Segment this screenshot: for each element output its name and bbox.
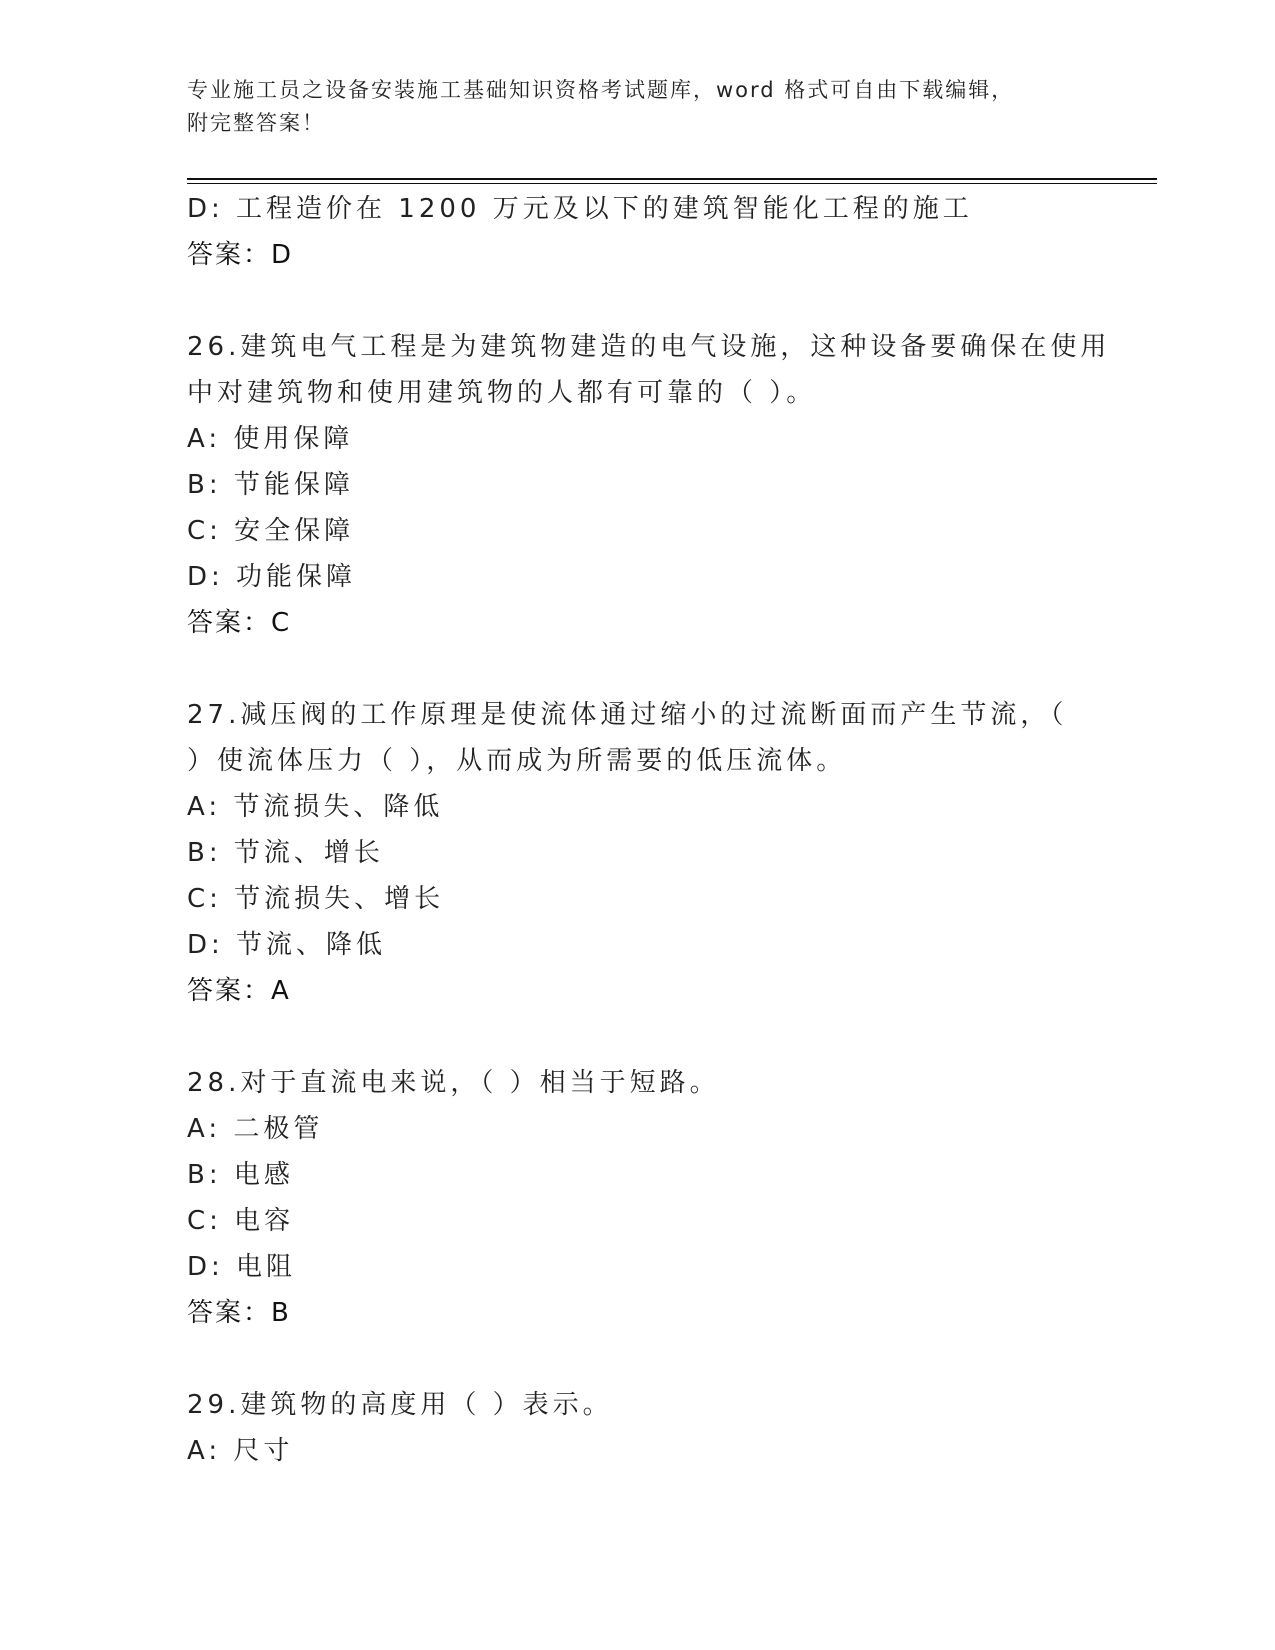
spacer <box>187 1336 1107 1382</box>
option-c: C: 安全保障 <box>187 516 355 546</box>
option-b: B: 节流、增长 <box>187 838 384 868</box>
option-a: A: 二极管 <box>187 1114 324 1144</box>
question-27 <box>187 692 1107 1014</box>
option-d: D: 电阻 <box>187 1252 297 1282</box>
option-d: D: 工程造价在 1200 万元及以下的建筑智能化工程的施工 <box>187 194 973 224</box>
question-stem-continued: ）使流体压力（ ），从而成为所需要的低压流体。 <box>187 746 847 776</box>
spacer <box>187 278 1107 324</box>
question-stem: 26.建筑电气工程是为建筑物建造的电气设施，这种设备要确保在使用 <box>187 332 1111 362</box>
answer-line: 答案：B <box>187 1298 291 1328</box>
option-d: D: 节流、降低 <box>187 930 387 960</box>
answer-line: 答案：D <box>187 240 294 270</box>
question-29 <box>187 1382 1107 1474</box>
option-b: B: 节能保障 <box>187 470 354 500</box>
document-header <box>187 74 1087 140</box>
header-divider-thick <box>187 178 1157 180</box>
option-c: C: 电容 <box>187 1206 295 1236</box>
answer-line: 答案：C <box>187 608 292 638</box>
question-28 <box>187 1060 1107 1336</box>
spacer <box>187 646 1107 692</box>
question-content <box>187 186 1111 1474</box>
option-c: C: 节流损失、增长 <box>187 884 445 914</box>
question-stem: 29.建筑物的高度用（ ）表示。 <box>187 1390 613 1420</box>
option-a: A: 尺寸 <box>187 1436 294 1466</box>
option-b: B: 电感 <box>187 1160 294 1190</box>
header-line-1: 专业施工员之设备安装施工基础知识资格考试题库，word 格式可自由下载编辑， <box>187 78 1015 102</box>
carry-over-question <box>187 186 1107 278</box>
option-d: D: 功能保障 <box>187 562 357 592</box>
question-26 <box>187 324 1111 646</box>
header-divider-thin <box>187 183 1157 184</box>
answer-line: 答案：A <box>187 976 291 1006</box>
question-stem-continued: 中对建筑物和使用建筑物的人都有可靠的（ ）。 <box>187 378 817 408</box>
header-line-2: 附完整答案！ <box>187 111 325 135</box>
option-a: A: 节流损失、降低 <box>187 792 444 822</box>
spacer <box>187 1014 1107 1060</box>
question-stem: 27.减压阀的工作原理是使流体通过缩小的过流断面而产生节流，（ <box>187 700 1068 730</box>
option-a: A: 使用保障 <box>187 424 354 454</box>
question-stem: 28.对于直流电来说，（ ）相当于短路。 <box>187 1068 720 1098</box>
